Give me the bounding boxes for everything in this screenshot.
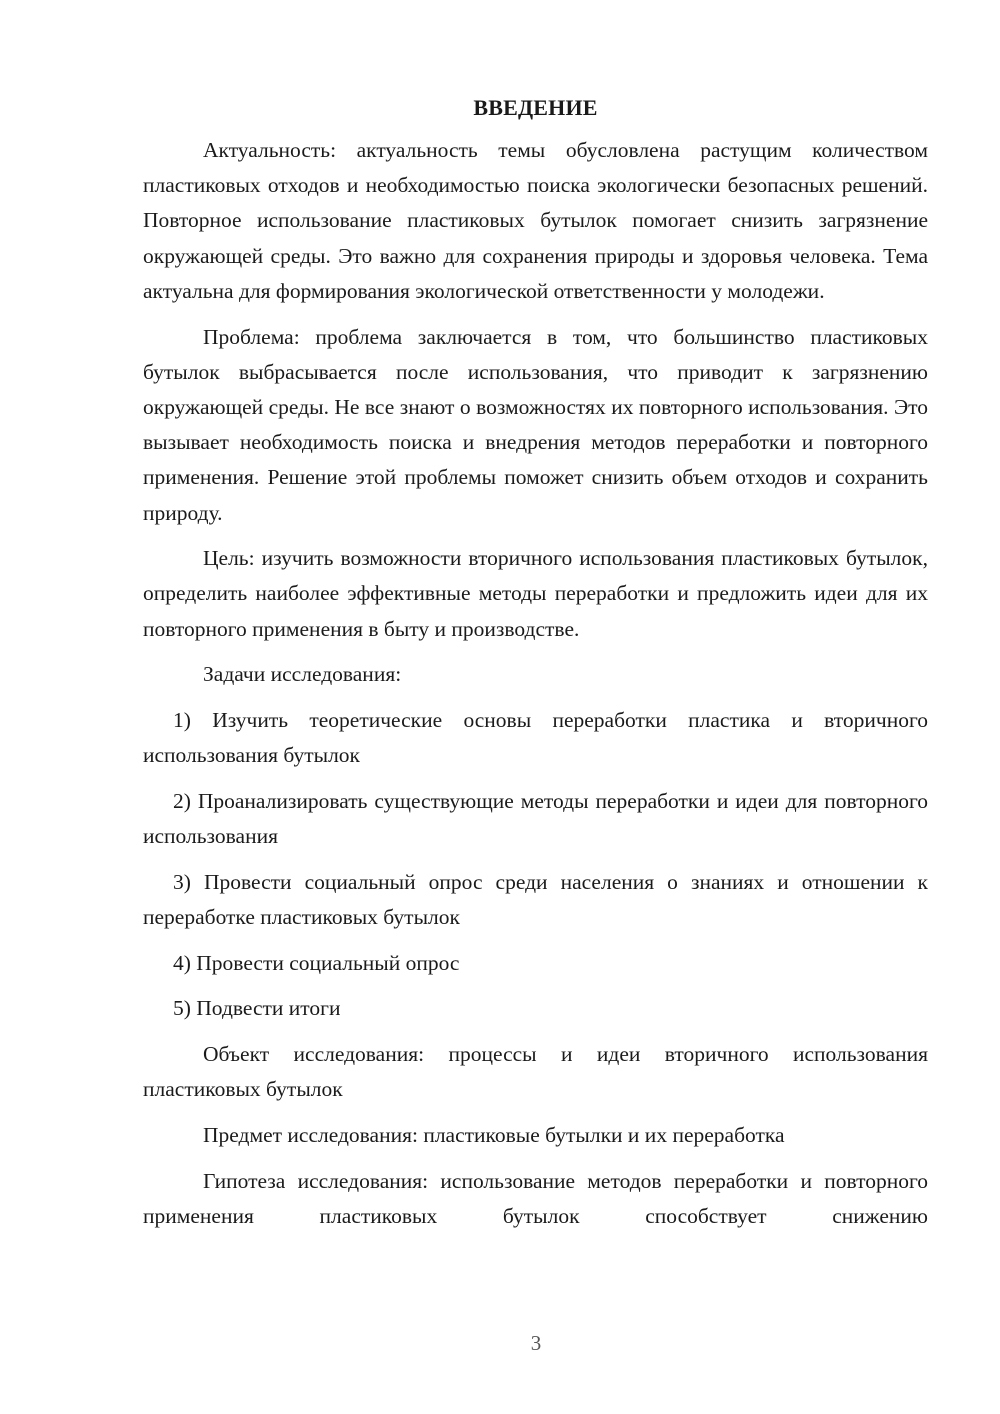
list-item: 1) Изучить теоретические основы переработки пластика и вторичного использования бутылок — [143, 708, 928, 768]
list-item: 5) Подвести итоги — [173, 996, 341, 1021]
list-item: 2) Проанализировать существующие методы переработки и идеи для повторного использования — [143, 788, 928, 849]
page-number: 3 — [530, 1331, 542, 1355]
list-item: 3) Провести социальный опрос среди населения о знаниях и отношении к переработке пластиковых бутылок — [143, 869, 928, 930]
tasks-list — [143, 703, 928, 1027]
list-item: 4) Провести социальный опрос — [173, 950, 460, 975]
tasks-heading: Задачи исследования: — [203, 662, 402, 687]
problem-paragraph: Проблема: проблема заключается в том, что большинство пластиковых бутылок выбрасывается после использования, что приводит к загрязнению окружающей среды. Не все знают о возможностях их повторного использования. Это вызывает необходимость поиска и внедрения методов переработки и повторного применения. Решение этой проблемы поможет снизить объем отходов и сохранить природу. — [143, 324, 928, 525]
relevance-paragraph: Актуальность: актуальность темы обусловлена растущим количеством пластиковых отходов и необходимостью поиска экологически безопасных решений. Повторное использование пластиковых бутылок помогает снизить загрязнение окружающей среды. Это важно для сохранения природы и здоровья человека. Тема актуальна для формирования экологической ответственности у молодежи. — [143, 138, 928, 303]
hypothesis-paragraph: Гипотеза исследования: использование методов переработки и повторного применения пластиковых бутылок способствует снижению — [143, 1168, 928, 1228]
document-page — [143, 90, 928, 1330]
object-paragraph: Объект исследования: процессы и идеи вторичного использования пластиковых бутылок — [143, 1042, 928, 1102]
page-title: ВВЕДЕНИЕ — [473, 95, 598, 120]
goal-paragraph: Цель: изучить возможности вторичного использования пластиковых бутылок, определить наиболее эффективные методы переработки и предложить идеи для их повторного применения в быту и производстве. — [143, 546, 928, 641]
subject-paragraph: Предмет исследования: пластиковые бутылки и их переработка — [203, 1123, 785, 1148]
